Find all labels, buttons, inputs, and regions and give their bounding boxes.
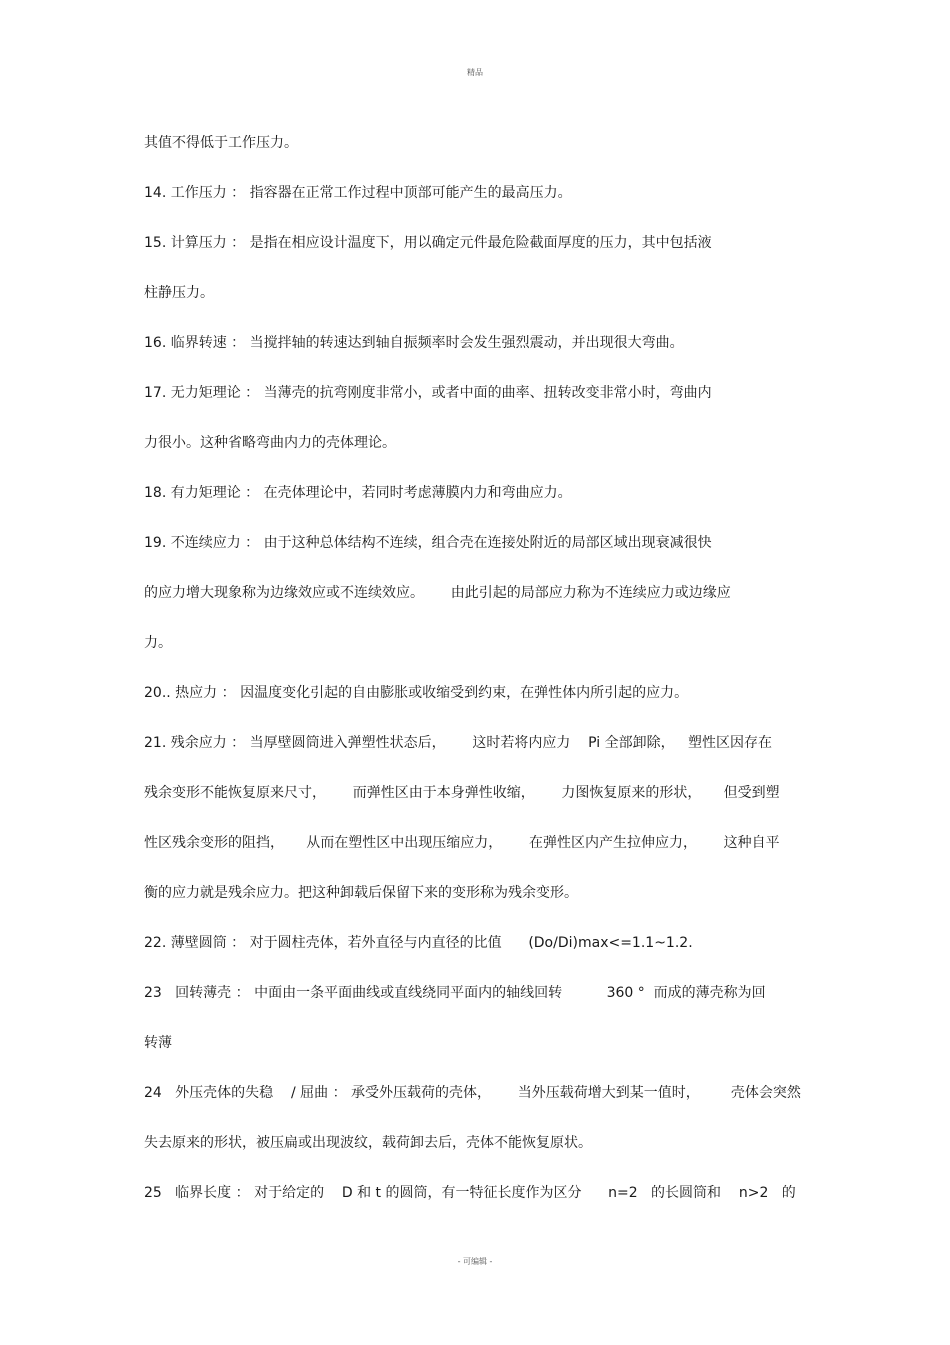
text-line: 性区残余变形的阻挡， 从而在塑性区中出现压缩应力， 在弹性区内产生拉伸应力， 这种自平 [144, 835, 780, 851]
text-line: 的应力增大现象称为边缘效应或不连续效应。 由此引起的局部应力称为不连续应力或边缘应 [144, 585, 731, 601]
definition-14: 14. 工作压力 ： 指容器在正常工作过程中顶部可能产生的最高压力。 [144, 185, 572, 201]
text-line: 失去原来的形状，被压扁或出现波纹，载荷卸去后，壳体不能恢复原状。 [144, 1135, 592, 1151]
text-line: 其值不得低于工作压力。 [144, 135, 298, 151]
definition-15: 15. 计算压力 ： 是指在相应设计温度下，用以确定元件最危险截面厚度的压力，其中包括液 [144, 235, 712, 251]
definition-16: 16. 临界转速 ： 当搅拌轴的转速达到轴自振频率时会发生强烈震动，并出现很大弯曲。 [144, 335, 684, 351]
definition-19: 19. 不连续应力 ： 由于这种总体结构不连续，组合壳在连接处附近的局部区域出现衰减很快 [144, 535, 712, 551]
definition-20: 20.. 热应力 ： 因温度变化引起的自由膨胀或收缩受到约束，在弹性体内所引起的应力。 [144, 685, 689, 701]
text-line: 衡的应力就是残余应力。把这种卸载后保留下来的变形称为残余变形。 [144, 885, 578, 901]
definition-25: 25 临界长度 ： 对于给定的 D 和 t 的圆筒，有一特征长度作为区分 n=2 的长圆筒和 n>2 的 [144, 1185, 796, 1201]
definition-22: 22. 薄壁圆筒 ： 对于圆柱壳体，若外直径与内直径的比值 (Do/Di)max<=1.1~1.2. [144, 935, 693, 951]
page-header: 精品 [467, 68, 483, 77]
text-line: 力很小。这种省略弯曲内力的壳体理论。 [144, 435, 396, 451]
text-line: 残余变形不能恢复原来尺寸， 而弹性区由于本身弹性收缩， 力图恢复原来的形状， 但受到塑 [144, 785, 780, 801]
definition-17: 17. 无力矩理论 ： 当薄壳的抗弯刚度非常小，或者中面的曲率、扭转改变非常小时，弯曲内 [144, 385, 712, 401]
definition-21: 21. 残余应力 ： 当厚壁圆筒进入弹塑性状态后， 这时若将内应力 Pi 全部卸除， 塑性区因存在 [144, 735, 772, 751]
definition-18: 18. 有力矩理论 ： 在壳体理论中，若同时考虑薄膜内力和弯曲应力。 [144, 485, 572, 501]
body-text [144, 130, 824, 1230]
definition-24: 24 外压壳体的失稳 / 屈曲 ： 承受外压载荷的壳体， 当外压载荷增大到某一值时， 壳体会突然 [144, 1085, 801, 1101]
definition-23: 23 回转薄壳 ： 中面由一条平面曲线或直线绕同平面内的轴线回转 360 ° 而成的薄壳称为回 [144, 985, 766, 1001]
page-footer: - 可编辑 - [457, 1257, 493, 1266]
text-line: 力。 [144, 635, 172, 651]
text-line: 转薄 [144, 1035, 172, 1051]
text-line: 柱静压力。 [144, 285, 214, 301]
